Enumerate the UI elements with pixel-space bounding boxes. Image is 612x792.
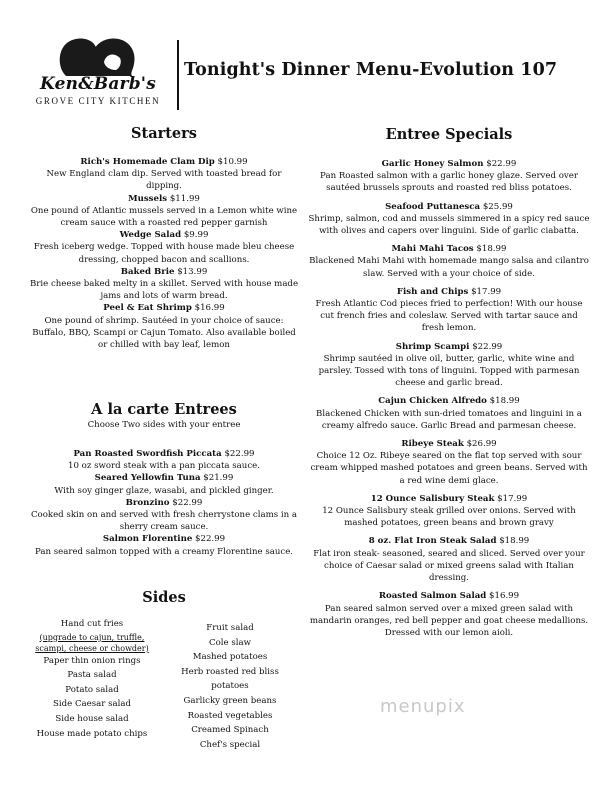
menu-item [308, 158, 590, 195]
item-price: $17.99 [497, 493, 528, 504]
item-price: $18.99 [499, 536, 530, 547]
side-item: Side Caesar salad [52, 699, 132, 710]
item-name: 12 Ounce Salisbury Steak [370, 493, 495, 504]
item-name: Salmon Florentine [102, 534, 193, 545]
starters-list [28, 156, 300, 351]
sides-list-left [24, 617, 160, 741]
item-price: $18.99 [476, 244, 507, 255]
item-description: Cooked skin on and served with fresh cherrystone clams in a sherry cream sauce. [30, 510, 298, 533]
logo-name: Ken&Barb's [40, 74, 156, 94]
menu-item [308, 201, 590, 238]
side-item: Paper thin onion rings [43, 655, 141, 666]
menu-item [308, 438, 590, 487]
side-item: Hand cut fries [60, 619, 124, 629]
item-name: Mussels [128, 193, 168, 204]
item-name: Garlic Honey Salmon [381, 159, 484, 169]
menu-item [28, 448, 300, 472]
menu-item [28, 302, 300, 351]
side-item: Chef's special [199, 739, 261, 750]
menu-item [308, 341, 590, 390]
watermark: menupix [380, 696, 466, 717]
side-upgrade-note: (upgrade to cajun, truffle, scampi, cheese or chowder) [35, 632, 149, 653]
sides-list-right [170, 621, 290, 752]
item-description: Blackened Chicken with sun-dried tomatoes and linguini in a creamy alfredo sauce. Garlic Bread and parmesan cheese. [316, 408, 582, 431]
item-price: $13.99 [177, 266, 208, 277]
item-name: Bronzino [125, 497, 170, 508]
menu-item [308, 493, 590, 530]
item-description: Fresh iceberg wedge. Topped with house made bleu cheese dressing, chopped bacon and scallions. [33, 242, 295, 265]
item-description: Shrimp sautéed in olive oil, butter, garlic, white wine and parsley. Tossed with tons of linguini. Topped with parmesan cheese and garlic bread. [318, 353, 580, 389]
item-price: $22.99 [224, 449, 255, 459]
item-description: One pound of Atlantic mussels served in a Lemon white wine cream sauce with a roasted red pepper garnish [30, 205, 298, 229]
item-price: $22.99 [472, 341, 503, 352]
restaurant-logo [28, 32, 168, 124]
page-title: Tonight's Dinner Menu-Evolution 107 [184, 60, 558, 80]
side-item: Potato salad [65, 684, 119, 695]
item-name: Ribeye Steak [401, 439, 464, 450]
item-price: $16.99 [194, 303, 225, 314]
item-name: Rich's Homemade Clam Dip [80, 157, 215, 167]
alacarte-heading: A la carte Entrees [91, 401, 237, 418]
side-item: Roasted vegetables [187, 710, 273, 721]
couple-silhouette-icon [28, 32, 168, 78]
side-item: Mashed potatoes [192, 652, 268, 663]
item-description: New England clam dip. Served with toasted bread for dipping. [46, 169, 282, 192]
item-description: 10 oz sword steak with a pan piccata sauce. [68, 461, 260, 472]
item-name: Shrimp Scampi [395, 341, 470, 352]
item-description: Pan seared salmon served over a mixed green salad with mandarin oranges, red bell pepper and goat cheese medallions. Dressed with our lemon aioli. [309, 603, 589, 638]
item-description: Pan Roasted salmon with a garlic honey glaze. Served over sautéed brussels sprouts and roasted red bliss potatoes. [320, 171, 578, 194]
side-item: Garlicky green beans [183, 695, 277, 706]
item-description: Choice 12 Oz. Ribeye seared on the flat top served with sour cream whipped mashed potatoes and green beans. Served with a red wine demi glace. [310, 451, 588, 486]
item-description: Fresh Atlantic Cod pieces fried to perfection! With our house cut french fries and coleslaw. Served with tartar sauce and fresh lemon. [315, 299, 583, 334]
entree-specials-list [308, 158, 590, 639]
menu-item [28, 193, 300, 230]
item-name: Mahi Mahi Tacos [391, 244, 474, 255]
menu-item [28, 266, 300, 303]
menu-item [308, 535, 590, 584]
menu-item [308, 590, 590, 639]
item-name: Cajun Chicken Alfredo [378, 396, 487, 407]
menu-item [308, 286, 590, 335]
side-item: Herb roasted red bliss potatoes [181, 666, 279, 692]
item-name: Seared Yellowfin Tuna [94, 473, 201, 484]
menu-item [28, 497, 300, 534]
item-price: $21.99 [203, 473, 234, 484]
item-name: Fish and Chips [396, 286, 469, 297]
item-name: Roasted Salmon Salad [378, 591, 487, 602]
item-price: $11.99 [169, 193, 200, 204]
side-item: Fruit salad [206, 623, 254, 633]
menu-item [28, 472, 300, 496]
sides-heading: Sides [142, 589, 186, 606]
alacarte-note: Choose Two sides with your entree [87, 420, 241, 430]
header-divider [177, 40, 179, 110]
item-price: $9.99 [183, 230, 209, 241]
item-price: $10.99 [217, 157, 248, 167]
item-description: Flat iron steak- seasoned, seared and sliced. Served over your choice of Caesar salad or mixed greens salad with Italian dressing. [313, 548, 585, 584]
item-description: Brie cheese baked melty in a skillet. Served with house made jams and lots of warm bread. [29, 279, 299, 302]
side-item: House made potato chips [36, 728, 148, 739]
item-price: $22.99 [195, 534, 226, 545]
item-price: $16.99 [489, 591, 520, 602]
item-description: 12 Ounce Salisbury steak grilled over onions. Served with mashed potatoes, green beans and brown gravy [322, 506, 576, 529]
side-item: Pasta salad [67, 670, 117, 681]
item-price: $18.99 [489, 396, 520, 407]
item-description: Shrimp, salmon, cod and mussels simmered in a spicy red sauce with olives and capers over linguini. Side of garlic ciabatta. [308, 213, 590, 237]
item-name: Pan Roasted Swordfish Piccata [73, 449, 222, 459]
menu-item [28, 156, 300, 193]
item-price: $25.99 [482, 201, 513, 212]
item-price: $22.99 [486, 159, 517, 169]
item-price: $26.99 [466, 439, 497, 450]
item-name: Peel & Eat Shrimp [103, 303, 192, 314]
alacarte-list [28, 448, 300, 558]
item-name: 8 oz. Flat Iron Steak Salad [368, 536, 497, 547]
logo-tagline: GROVE CITY KITCHEN [35, 96, 161, 106]
menu-item [308, 395, 590, 432]
item-name: Baked Brie [120, 266, 175, 277]
item-price: $17.99 [471, 286, 502, 297]
item-description: Pan seared salmon topped with a creamy Florentine sauce. [34, 546, 294, 557]
menu-item [28, 229, 300, 266]
item-name: Seafood Puttanesca [385, 201, 481, 212]
side-item: Creamed Spinach [191, 725, 269, 736]
side-item: Side house salad [55, 713, 129, 724]
side-item: Cole slaw [209, 637, 251, 648]
menu-item [28, 533, 300, 557]
item-price: $22.99 [172, 497, 203, 508]
item-name: Wedge Salad [119, 230, 182, 241]
item-description: One pound of shrimp. Sautéed in your choice of sauce: Buffalo, BBQ, Scampi or Cajun Tomato. Also available boiled or chilled with bay leaf, lemon [32, 315, 296, 351]
item-description: With soy ginger glaze, wasabi, and pickled ginger. [54, 485, 274, 496]
starters-heading: Starters [131, 125, 197, 142]
entree-specials-heading: Entree Specials [385, 126, 513, 143]
item-description: Blackened Mahi Mahi with homemade mango salsa and cilantro slaw. Served with a your choice of side. [309, 256, 589, 279]
menu-item [308, 243, 590, 280]
